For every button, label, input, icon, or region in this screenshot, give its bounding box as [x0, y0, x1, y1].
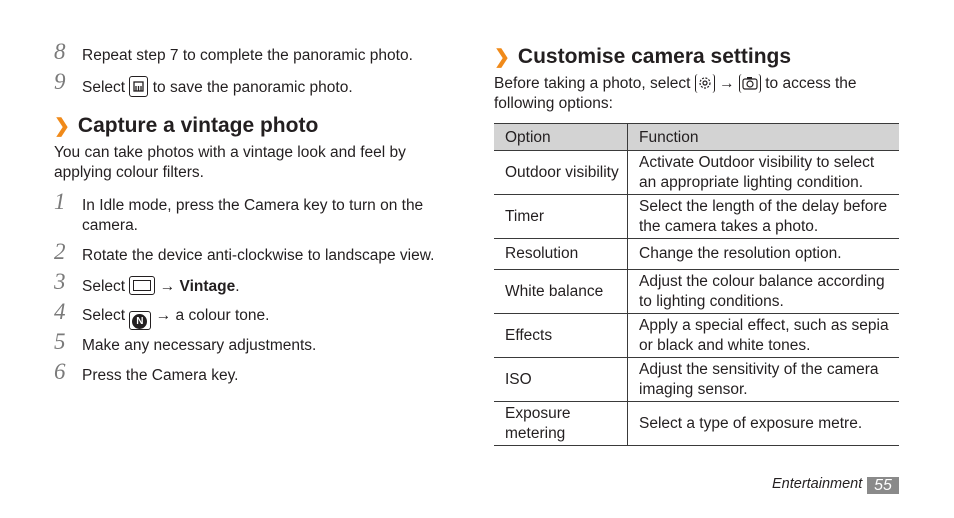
table-row	[494, 270, 899, 314]
filter-letter: N	[132, 314, 147, 329]
step-number: 3	[54, 269, 66, 294]
step-number: 6	[54, 359, 66, 384]
table-header-row	[494, 124, 899, 151]
function-cell: Select the length of the delay before the camera takes a photo.	[628, 195, 900, 239]
step-text-pre: Select	[82, 307, 126, 324]
intro-post: to access the following options:	[494, 75, 857, 112]
step-3	[54, 269, 444, 297]
option-cell: Resolution	[494, 239, 628, 270]
chevron-right-icon: ❯	[494, 47, 510, 68]
step-6	[54, 359, 444, 386]
step-text: Press the Camera key.	[82, 367, 239, 384]
step-4	[54, 299, 444, 330]
option-cell: Exposure metering	[494, 402, 628, 446]
arrow-glyph: →	[155, 307, 172, 324]
step-number: 1	[54, 189, 66, 214]
section-title-text: Capture a vintage photo	[77, 114, 319, 137]
step-2	[54, 239, 444, 266]
function-cell: Adjust the sensitivity of the camera imaging sensor.	[628, 358, 900, 402]
settings-gear-icon	[695, 74, 715, 93]
step-text-pre: Select	[82, 278, 126, 295]
footer-section-label: Entertainment	[772, 476, 863, 492]
section-title-vintage	[54, 114, 318, 138]
option-cell: Timer	[494, 195, 628, 239]
step-text-pre: Select	[82, 79, 126, 96]
table-row	[494, 402, 899, 446]
table-row	[494, 358, 899, 402]
camera-settings-icon	[739, 74, 761, 93]
arrow-glyph: →	[159, 278, 176, 295]
section-title-text: Customise camera settings	[517, 45, 792, 68]
step-text: Make any necessary adjustments.	[82, 337, 317, 354]
step-8	[54, 39, 444, 66]
shooting-mode-icon	[129, 276, 155, 295]
arrow-glyph: →	[719, 75, 735, 92]
step-number: 4	[54, 299, 66, 324]
normal-filter-icon	[129, 311, 151, 330]
function-cell: Adjust the colour balance according to lighting conditions.	[628, 270, 900, 314]
option-cell: Effects	[494, 314, 628, 358]
step-number: 8	[54, 39, 66, 64]
column-header-function: Function	[628, 124, 900, 151]
step-text: Rotate the device anti-clockwise to landscape view.	[82, 247, 435, 264]
option-cell: White balance	[494, 270, 628, 314]
save-icon	[129, 76, 148, 97]
function-cell: Change the resolution option.	[628, 239, 900, 270]
function-cell: Apply a special effect, such as sepia or black and white tones.	[628, 314, 900, 358]
step-9	[54, 69, 444, 98]
section-title-customise	[494, 45, 791, 69]
column-header-option: Option	[494, 124, 628, 151]
step-number: 5	[54, 329, 66, 354]
chevron-right-icon: ❯	[54, 116, 70, 137]
step-number: 9	[54, 69, 66, 94]
option-cell: Outdoor visibility	[494, 151, 628, 195]
table-row	[494, 239, 899, 270]
camera-options-table	[494, 123, 899, 446]
table-row	[494, 195, 899, 239]
step-1	[54, 189, 444, 235]
step-text-post: a colour tone.	[175, 307, 270, 324]
step-text-post: to save the panoramic photo.	[152, 79, 353, 96]
step-text: In Idle mode, press the Camera key to turn on the camera.	[82, 197, 424, 234]
function-cell: Activate Outdoor visibility to select an appropriate lighting condition.	[628, 151, 900, 195]
table-row	[494, 151, 899, 195]
step-number: 2	[54, 239, 66, 264]
intro-pre: Before taking a photo, select	[494, 75, 691, 92]
customise-intro	[494, 74, 894, 113]
step-5	[54, 329, 444, 356]
table-row	[494, 314, 899, 358]
step-text: Repeat step 7 to complete the panoramic photo.	[82, 47, 413, 64]
page-number: 55	[867, 477, 899, 494]
step-text-post: .	[235, 278, 240, 295]
vintage-intro: You can take photos with a vintage look and feel by applying colour filters.	[54, 144, 406, 181]
option-cell: ISO	[494, 358, 628, 402]
function-cell: Select a type of exposure metre.	[628, 402, 900, 446]
option-vintage: Vintage	[179, 278, 236, 295]
